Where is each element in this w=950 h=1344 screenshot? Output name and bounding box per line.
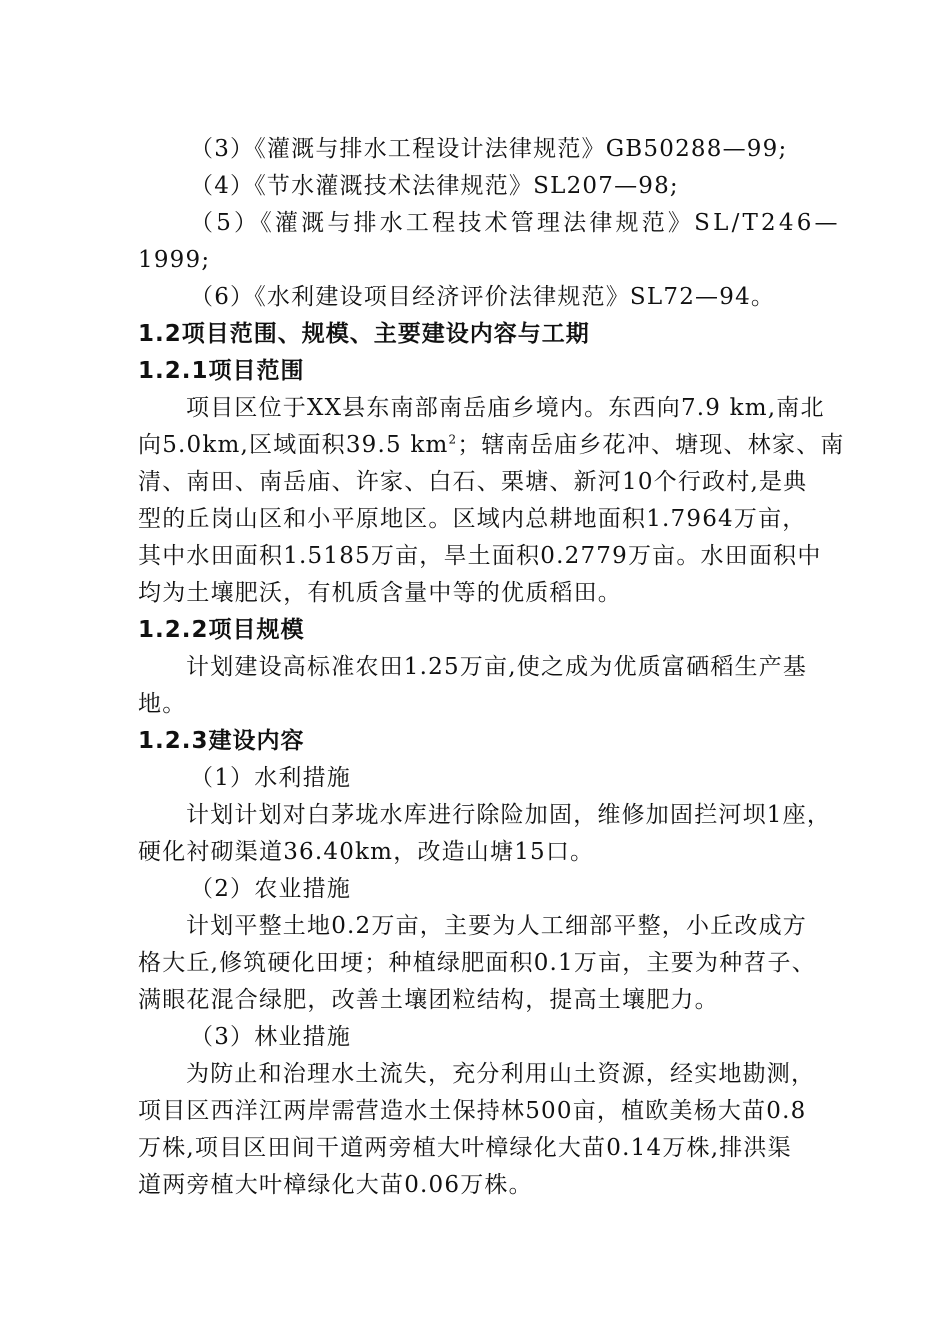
agriculture-measures-line-1: 计划平整土地0.2万亩，主要为人工细部平整，小丘改成方 <box>186 913 807 939</box>
reference-item-6: （6）《水利建设项目经济评价法律规范》SL72—94。 <box>190 284 776 310</box>
section-heading-1-2-2: 1.2.2项目规模 <box>138 617 305 643</box>
scope-paragraph-line-2: 向5.0km,区域面积39.5 $km^2$；辖南岳庙乡花冲、塘现、林家、南 <box>138 432 845 458</box>
water-measures-title: （1）水利措施 <box>190 765 352 791</box>
agriculture-measures-line-3: 满眼花混合绿肥，改善土壤团粒结构，提高土壤肥力。 <box>138 987 719 1013</box>
water-measures-line-2: 硬化衬砌渠道36.40km，改造山塘15口。 <box>138 839 595 865</box>
scale-paragraph-line-1: 计划建设高标准农田1.25万亩,使之成为优质富硒稻生产基 <box>186 654 808 680</box>
reference-item-5-continued: 1999; <box>138 247 211 273</box>
scope-paragraph-line-1: 项目区位于XX县东南部南岳庙乡境内。东西向7.9 km,南北 <box>186 395 825 421</box>
section-heading-1-2-1: 1.2.1项目范围 <box>138 358 305 384</box>
section-heading-1-2: 1.2项目范围、规模、主要建设内容与工期 <box>138 321 590 347</box>
forestry-measures-line-3: 万株,项目区田间干道两旁植大叶樟绿化大苗0.14万株,排洪渠 <box>138 1135 792 1161</box>
forestry-measures-line-4: 道两旁植大叶樟绿化大苗0.06万株。 <box>138 1172 533 1198</box>
forestry-measures-title: （3）林业措施 <box>190 1024 352 1050</box>
agriculture-measures-line-2: 格大丘,修筑硬化田埂；种植绿肥面积0.1万亩，主要为种苕子、 <box>138 950 816 976</box>
scope-paragraph-line-3: 清、南田、南岳庙、许家、白石、栗塘、新河10个行政村,是典 <box>138 469 808 495</box>
reference-item-4: （4）《节水灌溉技术法律规范》SL207—98; <box>190 173 679 199</box>
reference-item-3: （3）《灌溉与排水工程设计法律规范》GB50288—99; <box>190 136 788 162</box>
scope-paragraph-line-4: 型的丘岗山区和小平原地区。区域内总耕地面积1.7964万亩， <box>138 506 807 532</box>
agriculture-measures-title: （2）农业措施 <box>190 876 352 902</box>
scale-paragraph-line-2: 地。 <box>138 691 187 717</box>
reference-item-5: （5）《灌溉与排水工程技术管理法律规范》SL/T246— <box>190 210 841 236</box>
scope-paragraph-line-5: 其中水田面积1.5185万亩，旱土面积0.2779万亩。水田面积中 <box>138 543 822 569</box>
scope-paragraph-line-6: 均为土壤肥沃，有机质含量中等的优质稻田。 <box>138 580 622 606</box>
forestry-measures-line-1: 为防止和治理水土流失，充分利用山土资源，经实地勘测， <box>186 1061 816 1087</box>
water-measures-line-1: 计划计划对白茅垅水库进行除险加固，维修加固拦河坝1座， <box>186 802 832 828</box>
section-heading-1-2-3: 1.2.3建设内容 <box>138 728 305 754</box>
forestry-measures-line-2: 项目区西洋江两岸需营造水土保持林500亩，植欧美杨大苗0.8 <box>138 1098 807 1124</box>
